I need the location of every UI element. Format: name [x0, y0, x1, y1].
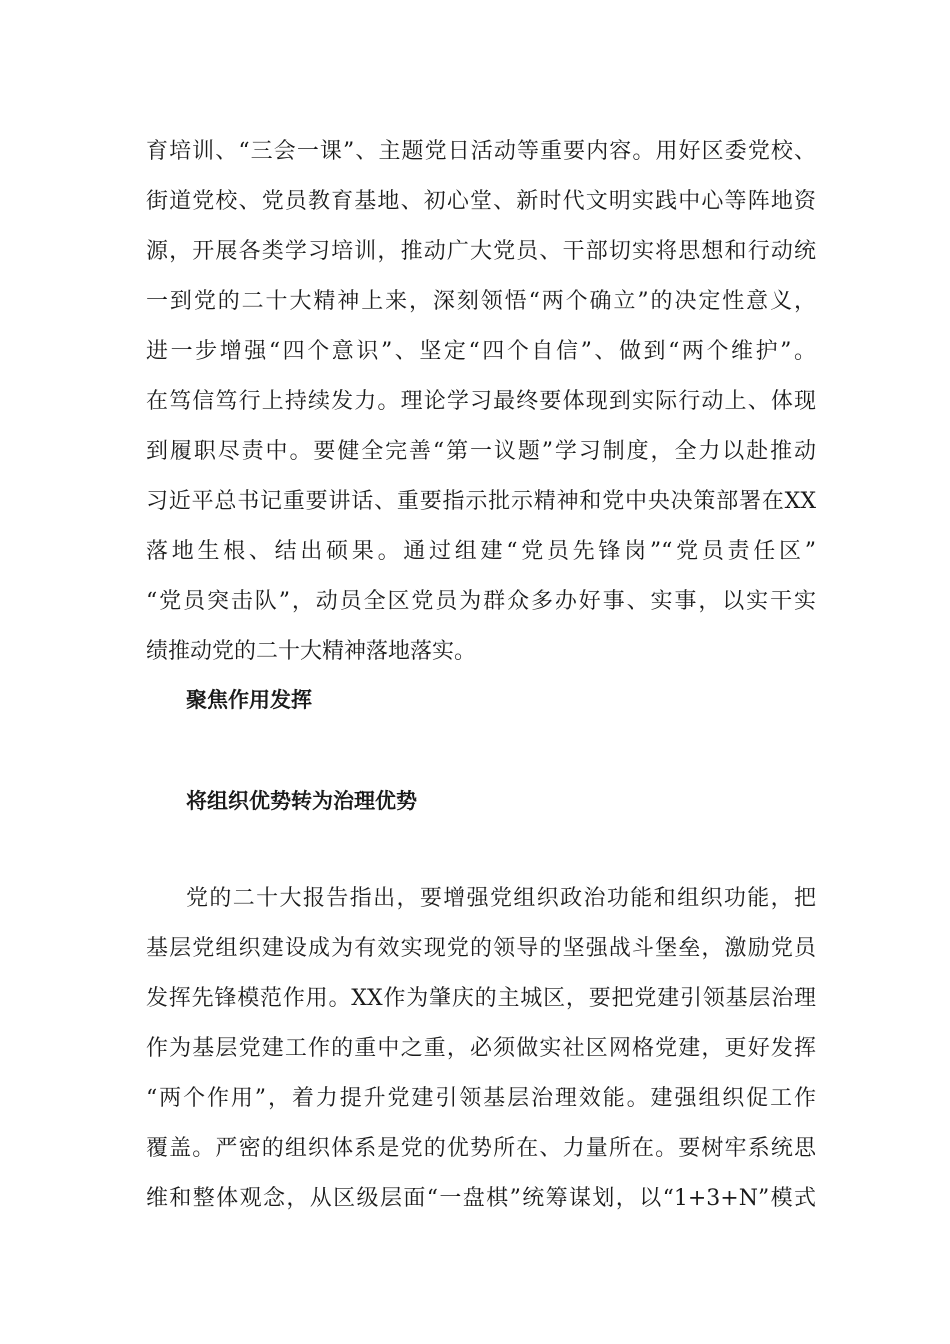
paragraph-line: 街道党校、党员教育基地、初心堂、新时代文明实践中心等阵地资 [146, 189, 816, 214]
paragraph-line: 到履职尽责中。要健全完善“第一议题”学习制度，全力以赴推动 [146, 439, 816, 464]
paragraph-line: 育培训、“三会一课”、主题党日活动等重要内容。用好区委党校、 [146, 139, 816, 164]
paragraph-line: 在笃信笃行上持续发力。理论学习最终要体现到实际行动上、体现 [146, 389, 816, 414]
section-heading: 将组织优势转为治理优势 [186, 789, 417, 813]
paragraph-line: 作为基层党建工作的重中之重，必须做实社区网格党建，更好发挥 [146, 1036, 816, 1061]
paragraph-line: 发挥先锋模范作用。XX作为肇庆的主城区，要把党建引领基层治理 [146, 986, 816, 1011]
paragraph-line: 维和整体观念，从区级层面“一盘棋”统筹谋划，以“1+3+N”模式 [146, 1186, 816, 1211]
paragraph-line: 习近平总书记重要讲话、重要指示批示精神和党中央决策部署在XX [146, 489, 816, 514]
paragraph-line: “两个作用”，着力提升党建引领基层治理效能。建强组织促工作 [146, 1086, 816, 1111]
paragraph-line: 基层党组织建设成为有效实现党的领导的坚强战斗堡垒，激励党员 [146, 936, 816, 961]
paragraph-line: 党的二十大报告指出，要增强党组织政治功能和组织功能，把 [186, 886, 816, 911]
paragraph-line: 落地生根、结出硕果。通过组建“党员先锋岗”“党员责任区” [146, 539, 816, 564]
paragraph-line: 一到党的二十大精神上来，深刻领悟“两个确立”的决定性意义， [146, 289, 816, 314]
paragraph-line: 源，开展各类学习培训，推动广大党员、干部切实将思想和行动统 [146, 239, 816, 264]
paragraph-line: 覆盖。严密的组织体系是党的优势所在、力量所在。要树牢系统思 [146, 1136, 816, 1161]
paragraph-line: 进一步增强“四个意识”、坚定“四个自信”、做到“两个维护”。 [146, 339, 816, 364]
paragraph-line: 绩推动党的二十大精神落地落实。 [146, 639, 477, 664]
paragraph-line: “党员突击队”，动员全区党员为群众多办好事、实事，以实干实 [146, 589, 816, 614]
section-heading: 聚焦作用发挥 [186, 688, 312, 712]
